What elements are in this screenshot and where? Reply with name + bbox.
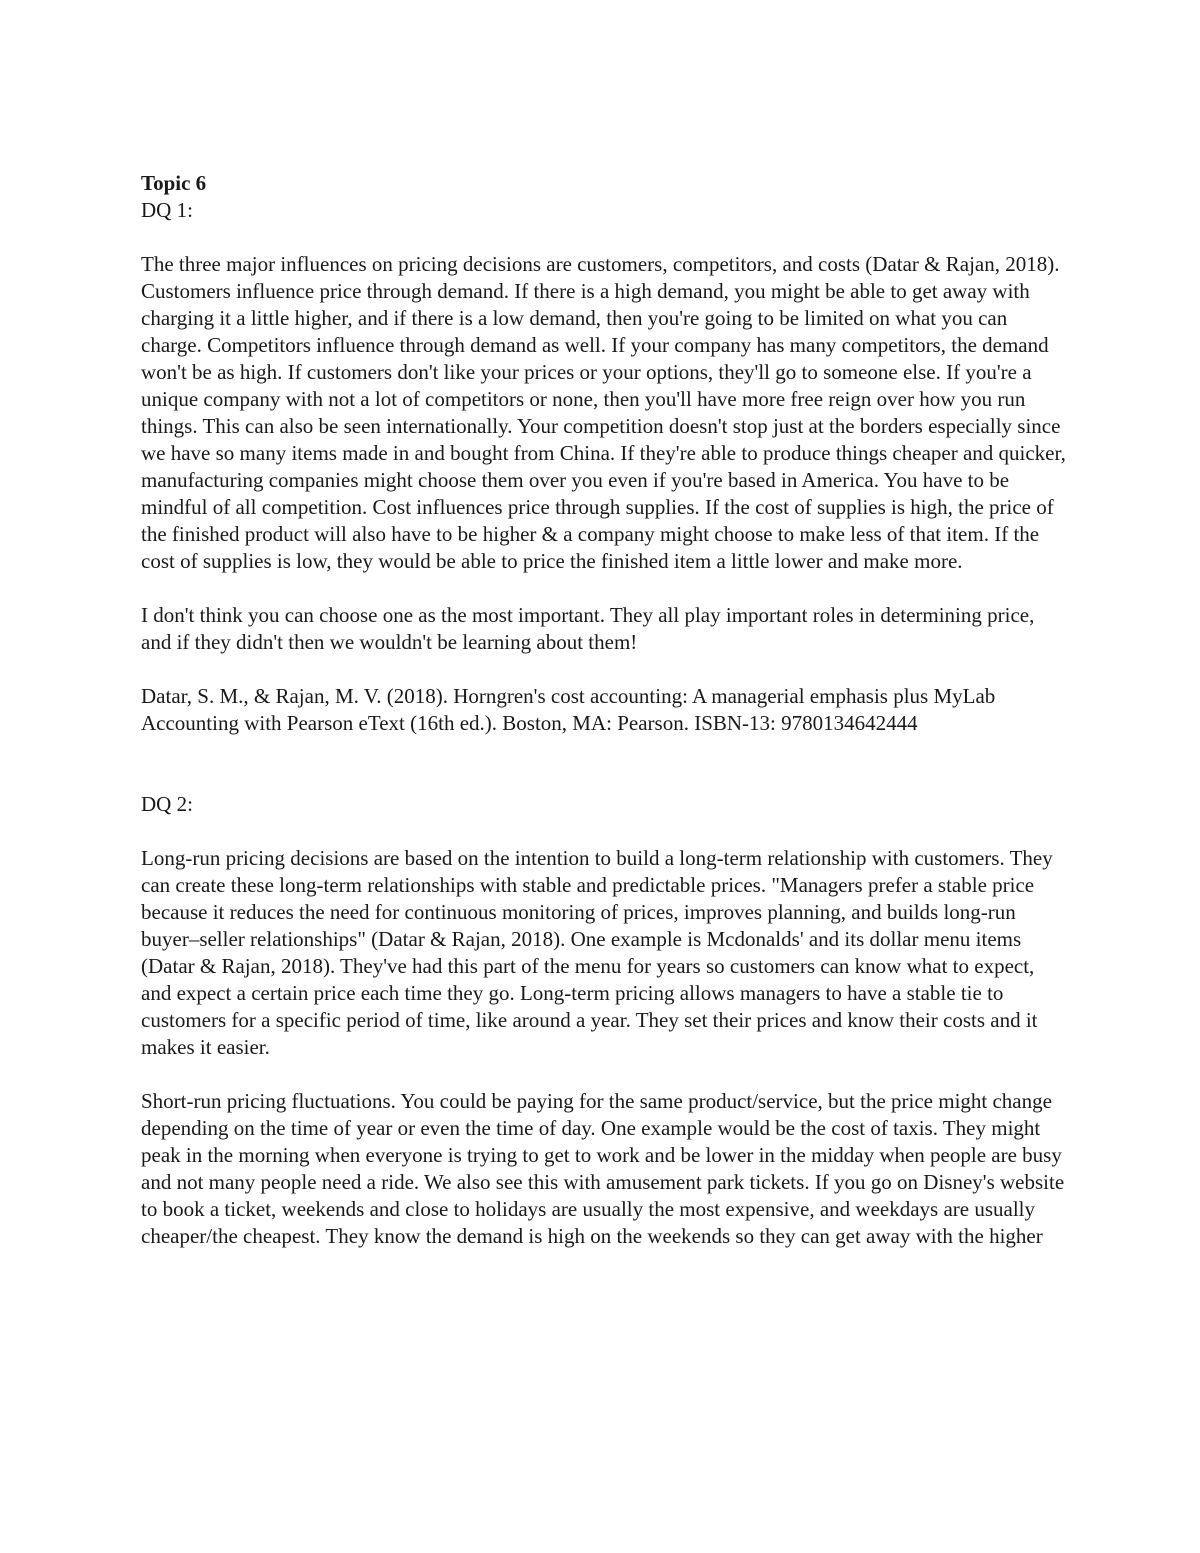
- dq1-paragraph-1: The three major influences on pricing decisions are customers, competitors, and costs (Datar & Rajan, 2018). Customers influence price through demand. If there is a high demand, you might be able to get away with charging it a little higher, and if there is a low demand, then you're going to be limited on what you can charge. Competitors influence through demand as well. If your company has many competitors, the demand won't be as high. If customers don't like your prices or your options, they'll go to someone else. If you're a unique company with not a lot of competitors or none, then you'll have more free reign over how you run things. This can also be seen internationally. Your competition doesn't stop just at the borders especially since we have so many items made in and bought from China. If they're able to produce things cheaper and quicker, manufacturing companies might choose them over you even if you're based in America. You have to be mindful of all competition. Cost influences price through supplies. If the cost of supplies is high, the price of the finished product will also have to be higher & a company might choose to make less of that item. If the cost of supplies is low, they would be able to price the finished item a little lower and make more.: [141, 252, 1066, 573]
- document-title: Topic 6: [141, 171, 207, 195]
- dq1-paragraph-2: I don't think you can choose one as the most important. They all play important roles in determining price, and if they didn't then we wouldn't be learning about them!: [141, 603, 1035, 654]
- spacer: [141, 575, 1066, 602]
- document-body: [141, 170, 1066, 1250]
- dq2-heading: DQ 2:: [141, 792, 193, 816]
- dq2-paragraph-2: Short-run pricing fluctuations. You could be paying for the same product/service, but the price might change depending on the time of year or even the time of day. One example would be the cost of taxis. They might peak in the morning when everyone is trying to get to work and be lower in the midday when people are busy and not many people need a ride. We also see this with amusement park tickets. If you go on Disney's website to book a ticket, weekends and close to holidays are usually the most expensive, and weekdays are usually cheaper/the cheapest. They know the demand is high on the weekends so they can get away with the higher: [141, 1089, 1065, 1248]
- spacer: [141, 737, 1066, 791]
- dq2-paragraph-1: Long-run pricing decisions are based on the intention to build a long-term relationship with customers. They can create these long-term relationships with stable and predictable prices. "Managers prefer a stable price because it reduces the need for continuous monitoring of prices, improves planning, and builds long-run buyer–seller relationships" (Datar & Rajan, 2018). One example is Mcdonalds' and its dollar menu items (Datar & Rajan, 2018). They've had this part of the menu for years so customers can know what to expect, and expect a certain price each time they go. Long-term pricing allows managers to have a stable tie to customers for a specific period of time, like around a year. They set their prices and know their costs and it makes it easier.: [141, 846, 1053, 1059]
- spacer: [141, 818, 1066, 845]
- spacer: [141, 1061, 1066, 1088]
- spacer: [141, 224, 1066, 251]
- spacer: [141, 656, 1066, 683]
- dq1-reference: Datar, S. M., & Rajan, M. V. (2018). Horngren's cost accounting: A managerial emphasis plus MyLab Accounting with Pearson eText (16th ed.). Boston, MA: Pearson. ISBN-13: 9780134642444: [141, 684, 996, 735]
- dq1-heading: DQ 1:: [141, 198, 193, 222]
